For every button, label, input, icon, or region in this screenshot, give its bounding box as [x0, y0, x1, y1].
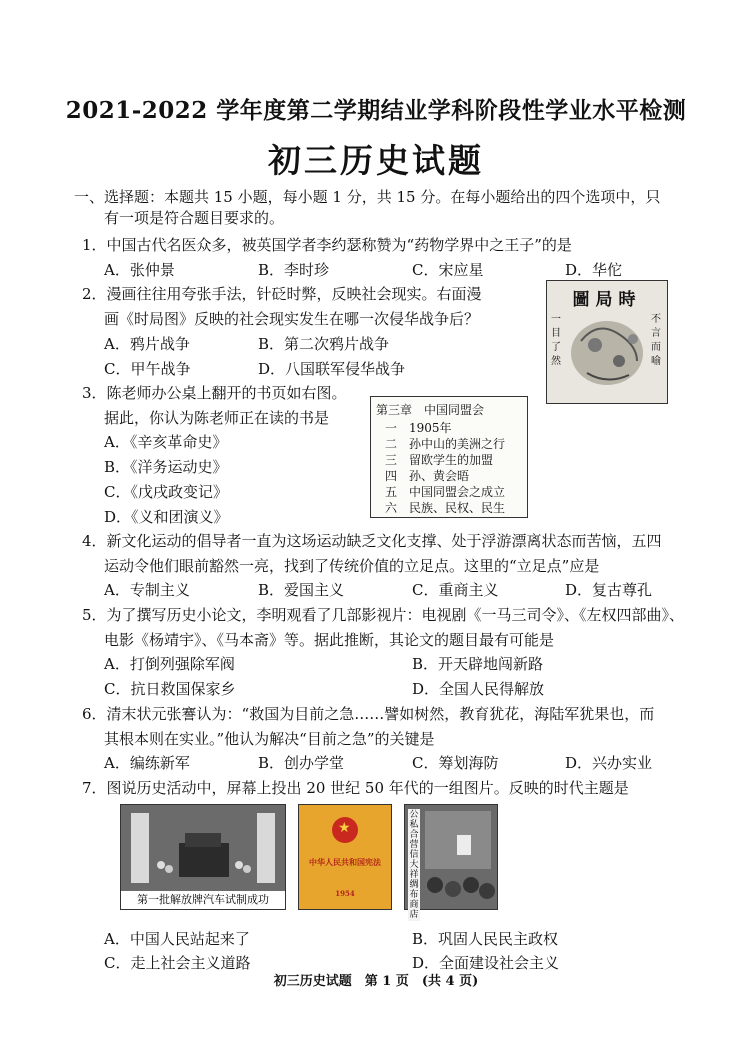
- q4-option-a: A．专制主义: [104, 581, 190, 599]
- cartoon-right-text: 不言而喻: [651, 314, 661, 367]
- q1-stem: 1．中国古代名医众多，被英国学者李约瑟称赞为“药物学界中之王子”的是: [82, 236, 572, 254]
- q5-option-b: B．开天辟地闯新路: [412, 655, 544, 673]
- q1-option-b: B．李时珍: [258, 261, 330, 279]
- cartoon-left-text: 一目了然: [551, 314, 561, 367]
- q3-stem-line2: 据此，你认为陈老师正在读的书是: [104, 409, 330, 427]
- photo1-caption: 第一批解放牌汽车试制成功: [121, 891, 285, 909]
- constitution-title: 中华人民共和国宪法: [309, 857, 381, 867]
- q5-stem-line2: 电影《杨靖宇》、《马本斋》等。据此推断，其论文的题目最有可能是: [104, 631, 555, 649]
- q4-option-d: D．复古尊孔: [565, 581, 653, 599]
- q6-option-c: C．筹划海防: [412, 754, 499, 772]
- q2-option-c: C．甲午战争: [104, 360, 191, 378]
- q4-option-c: C．重商主义: [412, 581, 499, 599]
- constitution-cover: [298, 804, 392, 910]
- national-emblem-icon: [332, 817, 358, 843]
- q2-option-b: B．第二次鸦片战争: [258, 335, 390, 353]
- q3-option-d: D．《义和团演义》: [104, 508, 229, 526]
- book-item-2: 二 孙中山的美洲之行: [385, 437, 506, 451]
- truck-scene: [121, 805, 285, 891]
- section-heading-line2: 有一项是符合题目要求的。: [104, 209, 285, 227]
- crowd-scene: [405, 805, 497, 909]
- q1-option-a: A．张仲景: [104, 261, 175, 279]
- q6-option-a: A．编练新军: [104, 754, 190, 772]
- q6-stem-line2: 其根本则在实业。”他认为解决“目前之急”的关键是: [104, 730, 435, 748]
- section-heading-line1: 一、选择题：本题共 15 小题，每小题 1 分，共 15 分。在每小题给出的四个选项中，只: [74, 188, 661, 206]
- q2-stem-line1: 2．漫画往往用夸张手法，针砭时弊，反映社会现实。右面漫: [82, 285, 482, 303]
- exam-subtitle: 初三历史试题: [268, 141, 484, 180]
- q1-option-c: C．宋应星: [412, 261, 484, 279]
- q3-stem-line1: 3．陈老师办公桌上翻开的书页如右图。: [82, 384, 347, 402]
- q2-option-d: D．八国联军侵华战争: [258, 360, 406, 378]
- q3-option-a: A．《辛亥革命史》: [104, 433, 228, 451]
- book-item-4: 四 孙、黄会晤: [385, 469, 470, 483]
- q4-option-b: B．爱国主义: [258, 581, 345, 599]
- q5-option-a: A．打倒列强除军阀: [104, 655, 235, 673]
- q3-option-c: C．《戊戌政变记》: [104, 483, 228, 501]
- q6-stem-line1: 6．清末状元张謇认为：“救国为目前之急……譬如树然，教育犹花，海陆军犹果也，而: [82, 705, 655, 723]
- q7-option-c: C．走上社会主义道路: [104, 954, 251, 972]
- book-item-6: 六 民族、民权、民生: [385, 501, 506, 515]
- book-item-5: 五 中国同盟会之成立: [385, 485, 506, 499]
- book-item-3: 三 留欧学生的加盟: [385, 453, 494, 467]
- q7-option-b: B．巩固人民民主政权: [412, 930, 559, 948]
- q4-stem-line1: 4．新文化运动的倡导者一直为这场运动缺乏文化支撑、处于浮游漂离状态而苦恼，五四: [82, 532, 662, 550]
- shijutu-cartoon: [546, 280, 668, 404]
- exam-title: 2021-2022 学年度第二学期结业学科阶段性学业水平检测: [65, 97, 687, 124]
- constitution-year: 1954: [335, 889, 355, 898]
- q5-option-c: C．抗日救国保家乡: [104, 680, 236, 698]
- q4-stem-line2: 运动令他们眼前豁然一亮，找到了传统价值的立足点。这里的“立足点”应是: [104, 557, 600, 575]
- q6-option-d: D．兴办实业: [565, 754, 653, 772]
- joint-ownership-photo: [404, 804, 498, 920]
- q3-option-b: B．《洋务运动史》: [104, 458, 228, 476]
- q5-option-d: D．全国人民得解放: [412, 680, 545, 698]
- book-page-figure: [370, 396, 528, 518]
- q7-option-a: A．中国人民站起来了: [104, 930, 250, 948]
- page-footer: 初三历史试题 第 1 页 (共 4 页): [273, 974, 479, 989]
- q5-stem-line1: 5．为了撰写历史小论文，李明观看了几部影视片：电视剧《一马三司令》、《左权四部曲》、: [82, 606, 685, 624]
- book-chapter: 第三章 中国同盟会: [376, 403, 485, 417]
- cartoon-title: 圖局時: [572, 290, 642, 310]
- q6-option-b: B．创办学堂: [258, 754, 345, 772]
- q1-option-d: D．华佗: [565, 261, 623, 279]
- book-item-1: 一 1905年: [385, 421, 452, 435]
- q2-stem-line2: 画《时局图》反映的社会现实发生在哪一次侵华战争后？: [104, 310, 480, 328]
- jiefang-truck-photo: [120, 804, 286, 910]
- cartoon-illustration: [547, 281, 667, 403]
- q2-option-a: A．鸦片战争: [104, 335, 190, 353]
- q7-option-d: D．全面建设社会主义: [412, 954, 560, 972]
- q7-stem: 7．图说历史活动中，屏幕上投出 20 世纪 50 年代的一组图片。反映的时代主题是: [82, 779, 629, 797]
- shop-sign: 公私合营信大祥绸布商店: [409, 810, 419, 920]
